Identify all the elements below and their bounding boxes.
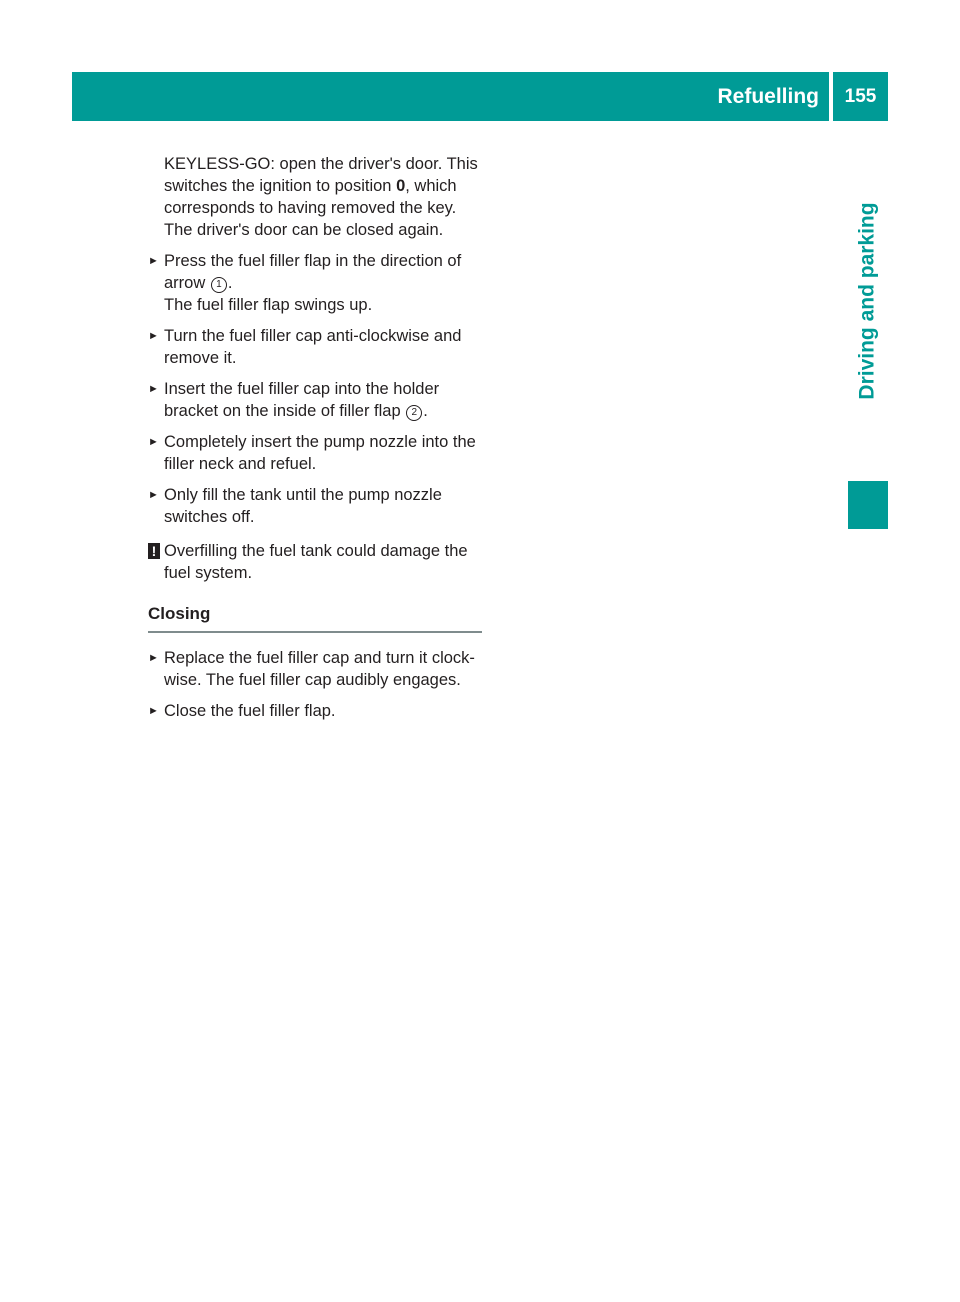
step-text: Turn the fuel filler cap anti-clockwise and	[164, 327, 462, 345]
page-title: Refuelling	[717, 84, 819, 108]
list-item	[148, 431, 482, 475]
step-text	[164, 272, 482, 294]
step-text: Insert the fuel filler cap into the holder	[164, 380, 440, 398]
page-header	[72, 72, 888, 121]
intro-line-2	[164, 175, 482, 197]
page-number-box	[833, 72, 888, 121]
step-text-part: arrow	[164, 274, 210, 292]
step-text	[164, 400, 482, 422]
step-text: Replace the fuel filler cap and turn it clock-	[164, 649, 475, 667]
intro-line-4: The driver's door can be closed again.	[164, 221, 444, 239]
section-tab	[848, 121, 888, 481]
warning-icon: !	[148, 543, 160, 559]
step-text: Press the fuel filler flap in the direction of	[164, 252, 462, 270]
step-text-part: .	[423, 402, 428, 420]
step-text: remove it.	[164, 349, 237, 367]
section-marker-block	[848, 481, 888, 529]
intro-text: , which	[405, 177, 457, 195]
list-item	[148, 250, 482, 316]
list-item	[148, 647, 482, 691]
intro-text: switches the ignition to position	[164, 177, 397, 195]
list-item	[148, 325, 482, 369]
main-content	[148, 153, 482, 722]
step-text: switches off.	[164, 508, 255, 526]
step-arrow-icon: ►	[148, 330, 159, 342]
page-number: 155	[844, 85, 877, 107]
ignition-position: 0	[396, 177, 406, 195]
header-title-box	[72, 72, 829, 121]
step-text: Completely insert the pump nozzle into the	[164, 433, 476, 451]
callout-1-icon: 1	[211, 277, 227, 293]
callout-2-icon: 2	[406, 405, 422, 421]
section-heading: Closing	[148, 603, 482, 633]
list-item	[148, 700, 482, 722]
step-arrow-icon: ►	[148, 705, 159, 717]
step-text: filler neck and refuel.	[164, 455, 317, 473]
step-text-part: .	[227, 274, 233, 292]
step-result: The fuel filler flap swings up.	[164, 296, 373, 314]
step-arrow-icon: ►	[148, 383, 159, 395]
intro-line-1: KEYLESS-GO: open the driver's door. This	[164, 155, 478, 173]
warning-text: Overfilling the fuel tank could damage the	[164, 542, 468, 560]
warning-note	[148, 540, 482, 584]
step-arrow-icon: ►	[148, 489, 159, 501]
warning-text: fuel system.	[164, 564, 253, 582]
step-text: Only fill the tank until the pump nozzle	[164, 486, 442, 504]
step-text: wise. The fuel filler cap audibly engages.	[164, 671, 461, 689]
intro-line-3: corresponds to having removed the key.	[164, 199, 457, 217]
step-text: Close the fuel filler flap.	[164, 702, 336, 720]
section-label: Driving and parking	[856, 202, 880, 400]
intro-paragraph	[164, 153, 482, 241]
step-arrow-icon: ►	[148, 436, 159, 448]
step-arrow-icon: ►	[148, 652, 159, 664]
step-text-part: bracket on the inside of filler flap	[164, 402, 406, 420]
step-arrow-icon: ►	[148, 255, 159, 267]
list-item	[148, 378, 482, 422]
list-item	[148, 484, 482, 528]
